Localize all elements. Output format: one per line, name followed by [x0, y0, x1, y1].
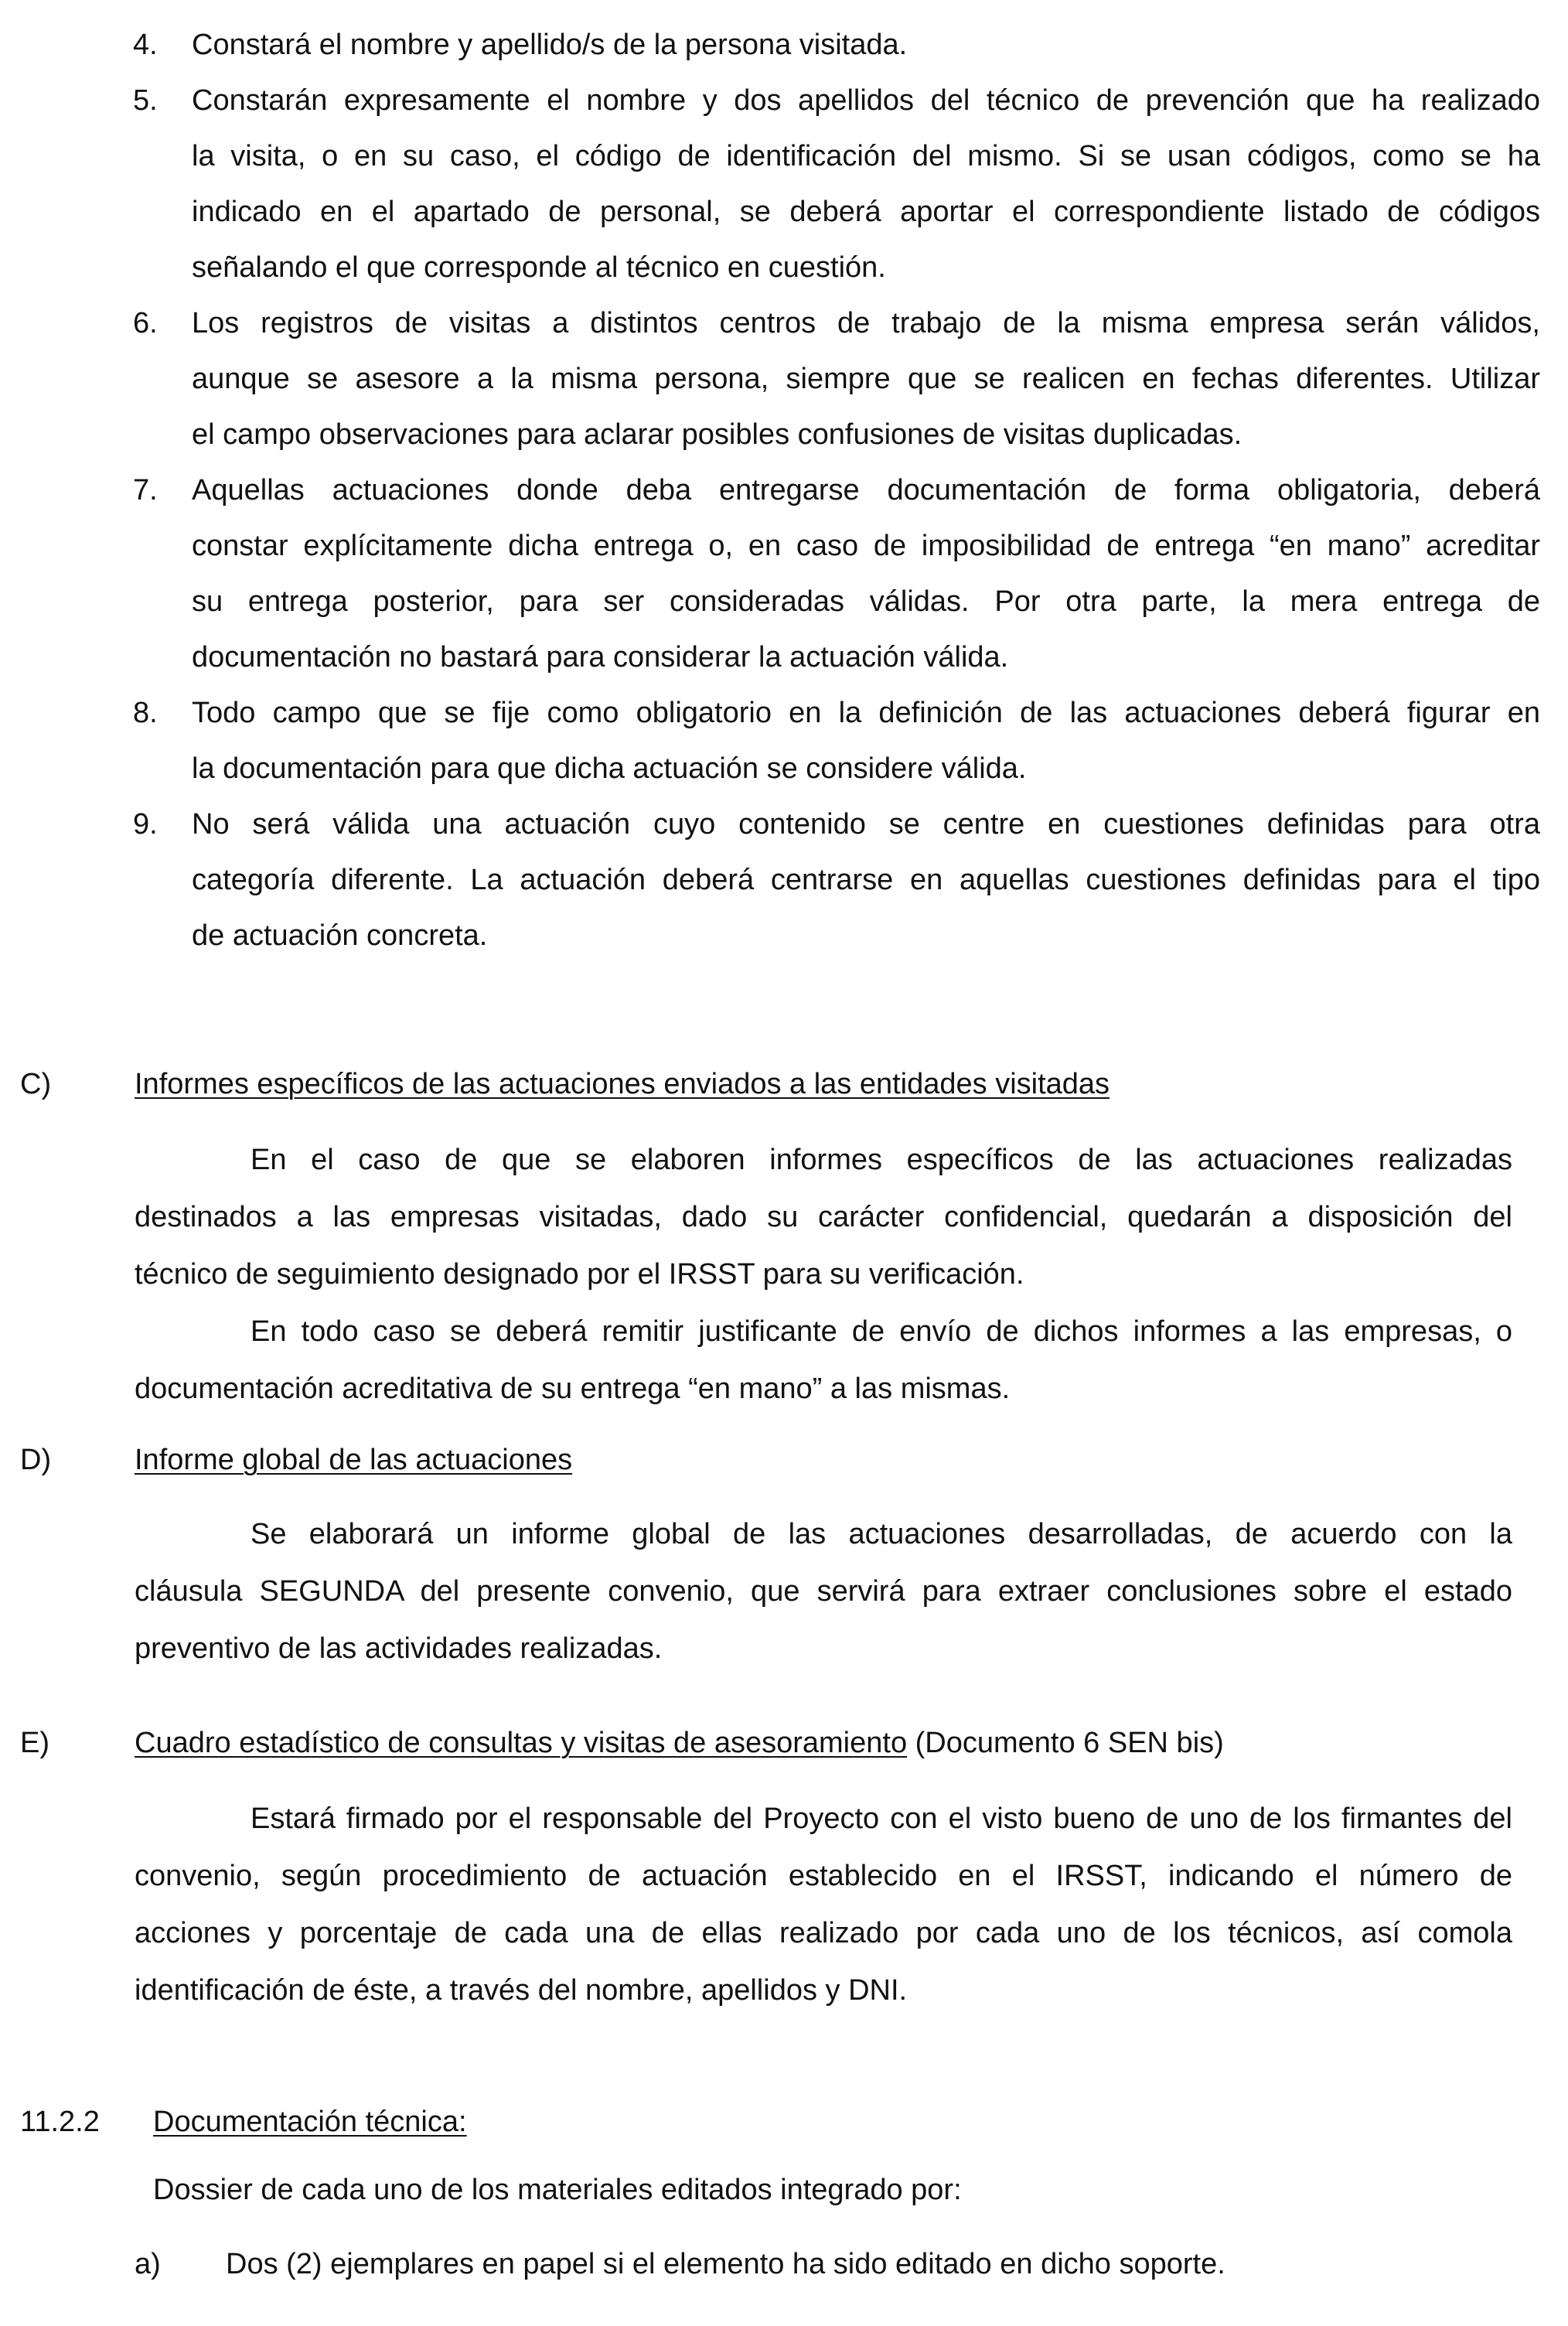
list-item-text: Aquellas actuaciones donde deba entregarse documentación de forma obligatoria, deberá	[192, 474, 1540, 506]
paragraph-line: preventivo de las actividades realizadas.	[135, 1632, 663, 1665]
paragraph-line: destinados a las empresas visitadas, dado su carácter confidencial, quedarán a disposición del	[135, 1201, 1512, 1233]
paragraph-line: En el caso de que se elaboren informes específicos de las actuaciones realizadas	[251, 1144, 1512, 1176]
list-number: 9.	[133, 808, 158, 841]
paragraph-line: En todo caso se deberá remitir justificante de envío de dichos informes a las empresas, o	[251, 1315, 1512, 1348]
list-item-text: Constarán expresamente el nombre y dos apellidos del técnico de prevención que ha realizado	[192, 84, 1540, 117]
list-item-text: de actuación concreta.	[192, 919, 488, 952]
list-number: 6.	[133, 307, 158, 339]
list-item-text: aunque se asesore a la misma persona, siempre que se realicen en fechas diferentes. Utilizar	[192, 363, 1540, 395]
list-item-text: su entrega posterior, para ser consideradas válidas. Por otra parte, la mera entrega de	[192, 585, 1540, 618]
list-item-text: No será válida una actuación cuyo contenido se centre en cuestiones definidas para otra	[192, 808, 1540, 841]
section-letter: D)	[20, 1444, 52, 1476]
section-heading-row	[135, 1726, 1224, 1760]
section-heading: Informe global de las actuaciones	[135, 1444, 573, 1476]
paragraph-line: identificación de éste, a través del nombre, apellidos y DNI.	[135, 1974, 908, 2007]
paragraph-line: cláusula SEGUNDA del presente convenio, que servirá para extraer conclusiones sobre el estado	[135, 1575, 1512, 1608]
item-letter: a)	[135, 2248, 161, 2280]
section-intro: Dossier de cada uno de los materiales editados integrado por:	[153, 2174, 962, 2206]
list-item-text: indicado en el apartado de personal, se deberá aportar el correspondiente listado de códigos	[192, 196, 1540, 228]
list-item-text: señalando el que corresponde al técnico en cuestión.	[192, 251, 886, 284]
section-number: 11.2.2	[20, 2106, 100, 2138]
section-letter: E)	[20, 1727, 49, 1759]
list-item-text: la visita, o en su caso, el código de identificación del mismo. Si se usan códigos, como se ha	[192, 140, 1540, 172]
list-item-text: Los registros de visitas a distintos centros de trabajo de la misma empresa serán válidos,	[192, 307, 1540, 339]
paragraph-line: Estará firmado por el responsable del Proyecto con el visto bueno de uno de los firmantes del	[251, 1802, 1512, 1835]
paragraph-line: documentación acreditativa de su entrega “en mano” a las mismas.	[135, 1373, 1011, 1405]
paragraph-line: convenio, según procedimiento de actuación establecido en el IRSST, indicando el número de	[135, 1860, 1512, 1892]
section-letter: C)	[20, 1068, 52, 1100]
section-heading: Cuadro estadístico de consultas y visitas de asesoramiento	[135, 1727, 908, 1759]
section-heading-suffix: (Documento 6 SEN bis)	[907, 1727, 1224, 1759]
list-item-text: categoría diferente. La actuación deberá centrarse en aquellas cuestiones definidas para el tipo	[192, 864, 1540, 896]
list-item-text: la documentación para que dicha actuación se considere válida.	[192, 752, 1027, 785]
list-item-text: Constará el nombre y apellido/s de la persona visitada.	[192, 29, 908, 61]
list-item-text: Todo campo que se fije como obligatorio en la definición de las actuaciones deberá figurar en	[192, 697, 1540, 729]
list-number: 7.	[133, 474, 158, 506]
list-number: 8.	[133, 697, 158, 729]
section-heading: Informes específicos de las actuaciones enviados a las entidades visitadas	[135, 1068, 1110, 1100]
section-heading: Documentación técnica:	[153, 2106, 467, 2138]
list-item-text: constar explícitamente dicha entrega o, en caso de imposibilidad de entrega “en mano” acreditar	[192, 530, 1540, 562]
paragraph-line: técnico de seguimiento designado por el IRSST para su verificación.	[135, 1258, 1024, 1291]
paragraph-line: Se elaborará un informe global de las actuaciones desarrolladas, de acuerdo con la	[251, 1518, 1512, 1550]
item-text: Dos (2) ejemplares en papel si el elemento ha sido editado en dicho soporte.	[226, 2248, 1225, 2280]
list-number: 5.	[133, 84, 158, 117]
list-number: 4.	[133, 29, 158, 61]
list-item-text: el campo observaciones para aclarar posibles confusiones de visitas duplicadas.	[192, 418, 1242, 451]
list-item-text: documentación no bastará para considerar la actuación válida.	[192, 641, 1009, 674]
paragraph-line: acciones y porcentaje de cada una de ellas realizado por cada uno de los técnicos, así comola	[135, 1917, 1512, 1949]
